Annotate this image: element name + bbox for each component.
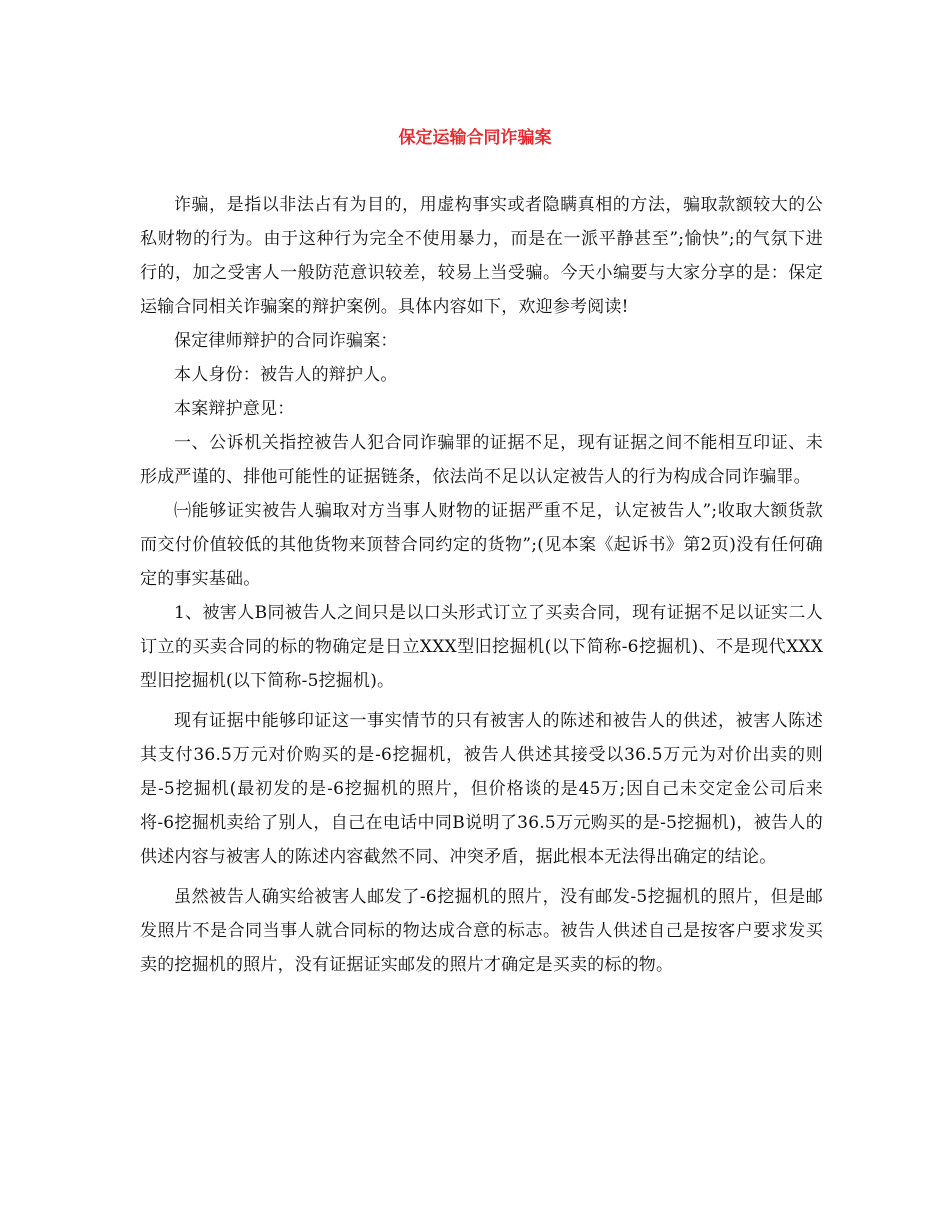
- document-body: [140, 182, 823, 982]
- paragraph-identity: 本人身份：被告人的辩护人。: [174, 365, 398, 385]
- paragraph-intro: 诈骗，是指以非法占有为目的，用虚构事实或者隐瞒真相的方法，骗取款额较大的公私财物的行为。由于这种行为完全不使用暴力，而是在一派平静甚至”;愉快”;的气氛下进行的，加之受害人一般防范意识较差，较易上当受骗。今天小编要与大家分享的是：保定运输合同相关诈骗案的辩护案例。具体内容如下，欢迎参考阅读!: [140, 195, 823, 317]
- paragraph-evidence: 现有证据中能够印证这一事实情节的只有被害人的陈述和被告人的供述，被害人陈述其支付36.5万元对价购买的是-6挖掘机，被告人供述其接受以36.5万元为对价出卖的则是-5挖掘机(最初发的是-6挖掘机的照片，但价格谈的是45万;因自己未交定金公司后来将-6挖掘机卖给了别人，自己在电话中同B说明了36.5万元购买的是-5挖掘机)，被告人的供述内容与被害人的陈述内容截然不同、冲突矛盾，据此根本无法得出确定的结论。: [140, 711, 823, 867]
- paragraph-point-one: 一、公诉机关指控被告人犯合同诈骗罪的证据不足，现有证据之间不能相互印证、未形成严谨的、排他可能性的证据链条，依法尚不足以认定被告人的行为构成合同诈骗罪。: [140, 433, 823, 487]
- paragraph-opinion-heading: 本案辩护意见：: [174, 399, 295, 419]
- paragraph-item-one: 1、被害人B同被告人之间只是以口头形式订立了买卖合同，现有证据不足以证实二人订立的买卖合同的标的物确定是日立XXX型旧挖掘机(以下简称-6挖掘机)、不是现代XXX型旧挖掘机(以下简称-5挖掘机)。: [140, 603, 823, 691]
- document-title: 保定运输合同诈骗案: [398, 128, 552, 148]
- paragraph-photos: 虽然被告人确实给被害人邮发了-6挖掘机的照片，没有邮发-5挖掘机的照片，但是邮发照片不是合同当事人就合同标的物达成合意的标志。被告人供述自己是按客户要求发买卖的挖掘机的照片，没有证据证实邮发的照片才确定是买卖的标的物。: [140, 887, 823, 975]
- paragraph-subpoint-one: ㈠能够证实被告人骗取对方当事人财物的证据严重不足，认定被告人”;收取大额货款而交付价值较低的其他货物来顶替合同约定的货物”;(见本案《起诉书》第2页)没有任何确定的事实基础。: [140, 501, 823, 589]
- paragraph-case-heading: 保定律师辩护的合同诈骗案：: [174, 331, 398, 351]
